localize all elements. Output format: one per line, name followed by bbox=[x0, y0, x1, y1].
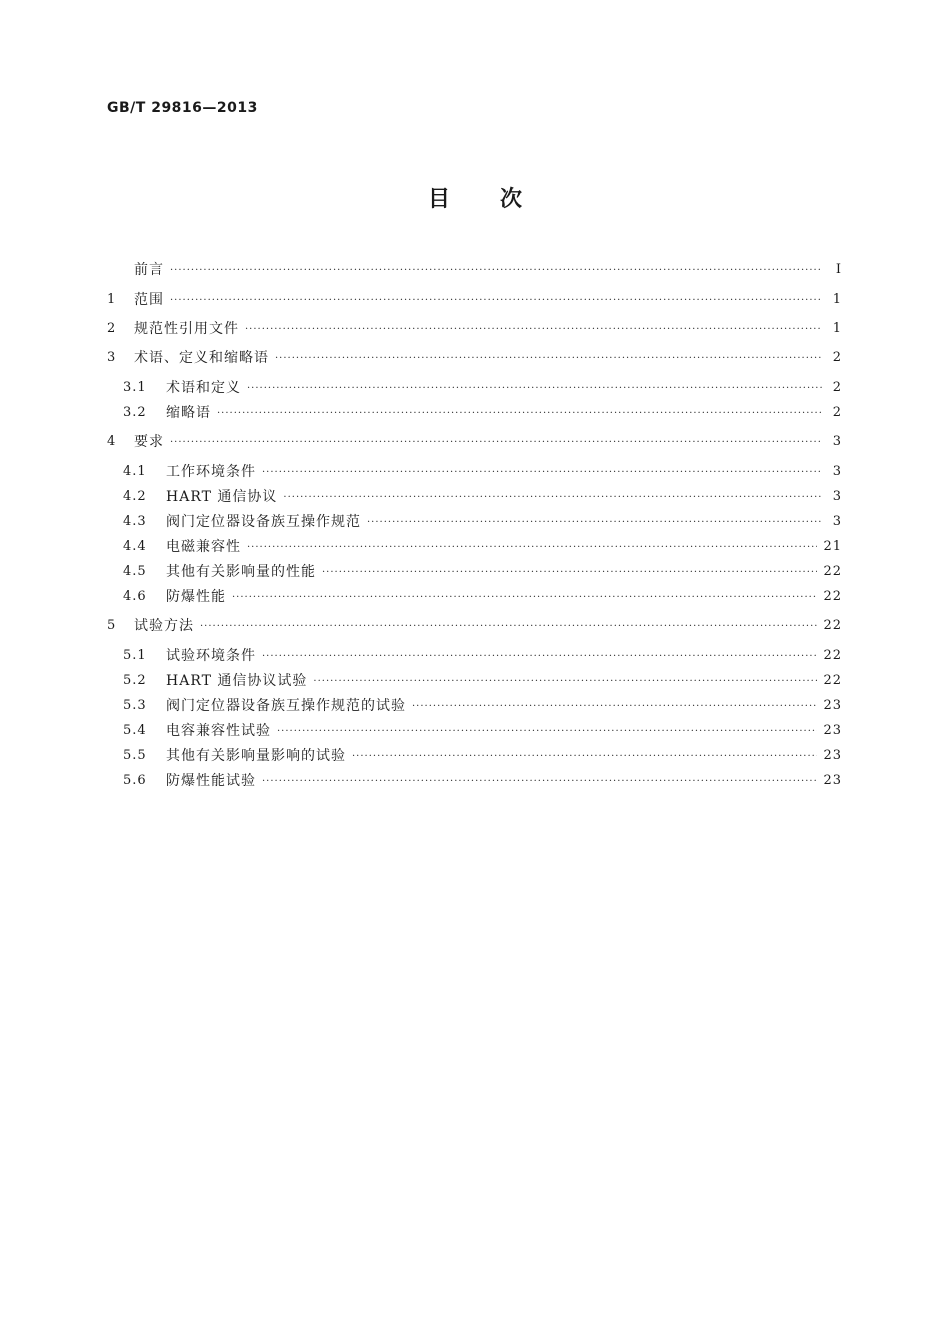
title-char-2: 次 bbox=[500, 187, 523, 212]
toc-entry-label: 试验环境条件 bbox=[166, 648, 256, 664]
toc-entry-number: 4.2 bbox=[123, 488, 147, 504]
toc-entry-label: 规范性引用文件 bbox=[134, 321, 239, 337]
toc-entry-number: 4.3 bbox=[123, 513, 147, 529]
toc-entry-number: 2 bbox=[107, 320, 117, 336]
toc-leader-dots bbox=[275, 353, 822, 364]
toc-entry-page: 22 bbox=[823, 647, 842, 663]
toc-entry-number: 4.5 bbox=[123, 563, 147, 579]
toc-entry-label: 阀门定位器设备族互操作规范 bbox=[166, 514, 361, 530]
toc-leader-dots bbox=[262, 467, 822, 478]
toc-entry-page: 3 bbox=[832, 463, 842, 479]
toc-entry-5-6[interactable] bbox=[107, 769, 842, 791]
toc-entry-page: Ⅰ bbox=[835, 261, 842, 277]
toc-leader-dots bbox=[247, 383, 822, 394]
toc-entry-number: 3.2 bbox=[123, 404, 147, 420]
toc-entry-number: 5.2 bbox=[123, 672, 147, 688]
toc-entry-label: 电磁兼容性 bbox=[166, 539, 241, 555]
toc-entry-page: 23 bbox=[823, 697, 842, 713]
toc-entry-5-1[interactable] bbox=[107, 644, 842, 666]
toc-entry-page: 3 bbox=[832, 433, 842, 449]
toc-entry-3[interactable] bbox=[107, 346, 842, 368]
toc-entry-4-4[interactable] bbox=[107, 535, 842, 557]
toc-entry-page: 3 bbox=[832, 513, 842, 529]
toc-entry-5-3[interactable] bbox=[107, 694, 842, 716]
toc-entry-page: 23 bbox=[823, 747, 842, 763]
toc-leader-dots bbox=[262, 776, 817, 787]
toc-entry-number: 4 bbox=[107, 433, 117, 449]
toc-entry-page: 2 bbox=[832, 349, 842, 365]
toc-entry-3-2[interactable] bbox=[107, 401, 842, 423]
toc-leader-dots bbox=[262, 651, 817, 662]
toc-leader-dots bbox=[352, 751, 817, 762]
toc-leader-dots bbox=[412, 701, 817, 712]
toc-entry-5-2[interactable] bbox=[107, 669, 842, 691]
toc-entry-4-1[interactable] bbox=[107, 460, 842, 482]
toc-entry-page: 1 bbox=[832, 320, 842, 336]
toc-entry-3-1[interactable] bbox=[107, 376, 842, 398]
toc-entry-page: 22 bbox=[823, 563, 842, 579]
toc-leader-dots bbox=[367, 517, 822, 528]
toc-entry-2[interactable] bbox=[107, 317, 842, 339]
toc-leader-dots bbox=[170, 295, 822, 306]
toc-entry-number: 5.5 bbox=[123, 747, 147, 763]
toc-entry-label: 阀门定位器设备族互操作规范的试验 bbox=[166, 698, 406, 714]
toc-entry-4-6[interactable] bbox=[107, 585, 842, 607]
toc-leader-dots bbox=[217, 408, 822, 419]
toc-entry-page: 2 bbox=[832, 379, 842, 395]
toc-entry-number: 5.4 bbox=[123, 722, 147, 738]
toc-entry-number: 5.6 bbox=[123, 772, 147, 788]
standard-code: GB/T 29816—2013 bbox=[107, 100, 258, 116]
toc-entry-label: 术语和定义 bbox=[166, 380, 241, 396]
toc-entry-label: 要求 bbox=[134, 434, 164, 450]
toc-leader-dots bbox=[247, 542, 817, 553]
toc-entry-1[interactable] bbox=[107, 288, 842, 310]
toc-entry-label: 防爆性能 bbox=[166, 589, 226, 605]
toc-entry-page: 23 bbox=[823, 772, 842, 788]
toc-entry-page: 1 bbox=[832, 291, 842, 307]
toc-entry-number: 1 bbox=[107, 291, 117, 307]
toc-entry-page: 3 bbox=[832, 488, 842, 504]
toc-entry-label: 其他有关影响量的性能 bbox=[166, 564, 316, 580]
toc-entry-label: 术语、定义和缩略语 bbox=[134, 350, 269, 366]
toc-entry-number: 5.1 bbox=[123, 647, 147, 663]
toc-leader-dots bbox=[170, 265, 822, 276]
toc-entry-number: 5 bbox=[107, 617, 117, 633]
toc-entry-page: 22 bbox=[823, 672, 842, 688]
toc-leader-dots bbox=[283, 492, 822, 503]
toc-entry-number: 3 bbox=[107, 349, 117, 365]
toc-entry-page: 22 bbox=[823, 588, 842, 604]
toc-entry-number: 3.1 bbox=[123, 379, 147, 395]
toc-entry-number: 5.3 bbox=[123, 697, 147, 713]
toc-entry-label: 缩略语 bbox=[166, 405, 211, 421]
title-char-1: 目 bbox=[427, 187, 450, 212]
toc-entry-4-5[interactable] bbox=[107, 560, 842, 582]
toc-entry-number: 4.1 bbox=[123, 463, 147, 479]
toc-entry-label: 防爆性能试验 bbox=[166, 773, 256, 789]
toc-leader-dots bbox=[277, 726, 817, 737]
page-title bbox=[0, 182, 950, 213]
toc-entry-page: 22 bbox=[823, 617, 842, 633]
toc-entry-label: 其他有关影响量影响的试验 bbox=[166, 748, 346, 764]
toc-entry-label: 前言 bbox=[134, 262, 164, 278]
toc-leader-dots bbox=[170, 437, 822, 448]
toc-entry-number: 4.4 bbox=[123, 538, 147, 554]
toc-entry-label: HART 通信协议 bbox=[166, 489, 278, 505]
toc-leader-dots bbox=[200, 621, 817, 632]
toc-entry-4-2[interactable] bbox=[107, 485, 842, 507]
toc-entry-label: 试验方法 bbox=[134, 618, 194, 634]
toc-entry-page: 2 bbox=[832, 404, 842, 420]
toc-entry-5-5[interactable] bbox=[107, 744, 842, 766]
toc-entry-label: 电容兼容性试验 bbox=[166, 723, 271, 739]
toc-entry-foreword[interactable] bbox=[107, 258, 842, 280]
toc-entry-page: 21 bbox=[823, 538, 842, 554]
toc-entry-page: 23 bbox=[823, 722, 842, 738]
toc-entry-number: 4.6 bbox=[123, 588, 147, 604]
toc-leader-dots bbox=[245, 324, 822, 335]
toc-leader-dots bbox=[232, 592, 817, 603]
toc-leader-dots bbox=[322, 567, 817, 578]
toc-entry-5-4[interactable] bbox=[107, 719, 842, 741]
toc-entry-5[interactable] bbox=[107, 614, 842, 636]
toc-entry-4[interactable] bbox=[107, 430, 842, 452]
toc-entry-label: 范围 bbox=[134, 292, 164, 308]
toc-entry-label: 工作环境条件 bbox=[166, 464, 256, 480]
toc-leader-dots bbox=[313, 676, 817, 687]
toc-entry-label: HART 通信协议试验 bbox=[166, 673, 308, 689]
toc-entry-4-3[interactable] bbox=[107, 510, 842, 532]
